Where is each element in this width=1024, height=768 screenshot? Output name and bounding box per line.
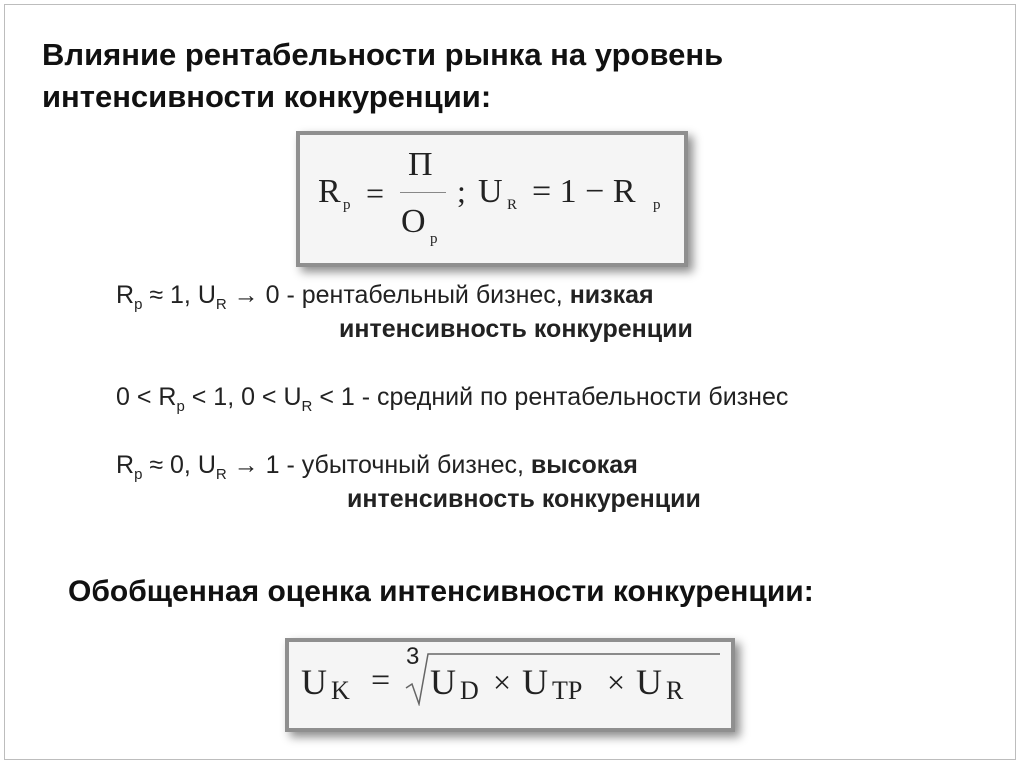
case-loss-line2 xyxy=(347,484,701,514)
case-loss xyxy=(116,450,638,484)
case3-cond1: ≈ 0, U xyxy=(142,451,216,479)
formula2-d: D xyxy=(460,676,479,705)
case1-r-sub: R xyxy=(215,296,227,313)
case3-cond2: → 1 xyxy=(226,451,280,479)
formula-denominator-subscript: p xyxy=(430,231,438,247)
formula-equals: = xyxy=(366,175,385,211)
formula2-u: U xyxy=(301,662,327,702)
case3-bold-line2: интенсивность конкуренции xyxy=(347,485,701,513)
case-high-profit xyxy=(116,280,654,314)
fraction-line xyxy=(400,192,446,193)
formula-r: R xyxy=(318,173,341,210)
formula2-k: K xyxy=(331,676,350,705)
formula2-u-tp: U xyxy=(522,662,548,702)
case2-text: - средний по рентабельности бизнес xyxy=(354,383,789,411)
case1-text: - рентабельный бизнес, xyxy=(279,281,570,309)
case1-bold-line2: интенсивность конкуренции xyxy=(339,315,693,343)
formula-u-subscript: R xyxy=(507,197,518,213)
formula2-u-r: U xyxy=(636,662,662,702)
formula-rhs-subscript: p xyxy=(653,197,661,213)
section-heading-generalized: Обобщенная оценка интенсивности конкуренции: xyxy=(68,575,814,608)
formula-r-subscript: p xyxy=(343,197,351,213)
formula2-root-index: 3 xyxy=(406,643,420,670)
formula2-tp: TP xyxy=(552,676,583,705)
formula2-u-d: U xyxy=(430,662,456,702)
case2-p: p xyxy=(176,398,185,415)
case3-bold: высокая xyxy=(530,451,638,479)
case3-p: p xyxy=(134,466,143,483)
formula-rhs: = 1 − R xyxy=(532,173,636,210)
formula-box-generalized xyxy=(285,638,735,732)
formula2-equals: = xyxy=(371,662,391,699)
case1-cond2: → 0 xyxy=(226,281,280,309)
case1-r: R xyxy=(116,281,135,309)
case3-r: R xyxy=(116,451,135,479)
slide-title xyxy=(42,34,942,118)
case1-p: p xyxy=(134,296,143,313)
case-high-profit-line2 xyxy=(339,314,693,344)
case-medium-profit xyxy=(116,382,788,416)
title-line-1: Влияние рентабельности рынка на уровень xyxy=(42,37,724,72)
case3-r-sub: R xyxy=(215,466,227,483)
formula-numerator: П xyxy=(408,146,433,183)
case1-cond1: ≈ 1, U xyxy=(142,281,216,309)
case2-cond2: < 1 xyxy=(312,383,355,411)
case2-r-sub: R xyxy=(301,398,313,415)
case3-text: - убыточный бизнес, xyxy=(279,451,531,479)
formula-box-profitability xyxy=(296,131,688,267)
formula2-times-1: × xyxy=(493,664,512,700)
formula-u: U xyxy=(478,173,503,210)
case2-lead: 0 < R xyxy=(116,383,177,411)
case1-bold: низкая xyxy=(569,281,654,309)
formula2-times-2: × xyxy=(607,664,626,700)
title-line-2: интенсивности конкуренции: xyxy=(42,79,492,114)
formula-semicolon: ; xyxy=(457,173,466,209)
formula-denominator: O xyxy=(401,203,426,240)
case2-cond1: < 1, 0 < U xyxy=(184,383,302,411)
formula2-r: R xyxy=(666,676,684,705)
